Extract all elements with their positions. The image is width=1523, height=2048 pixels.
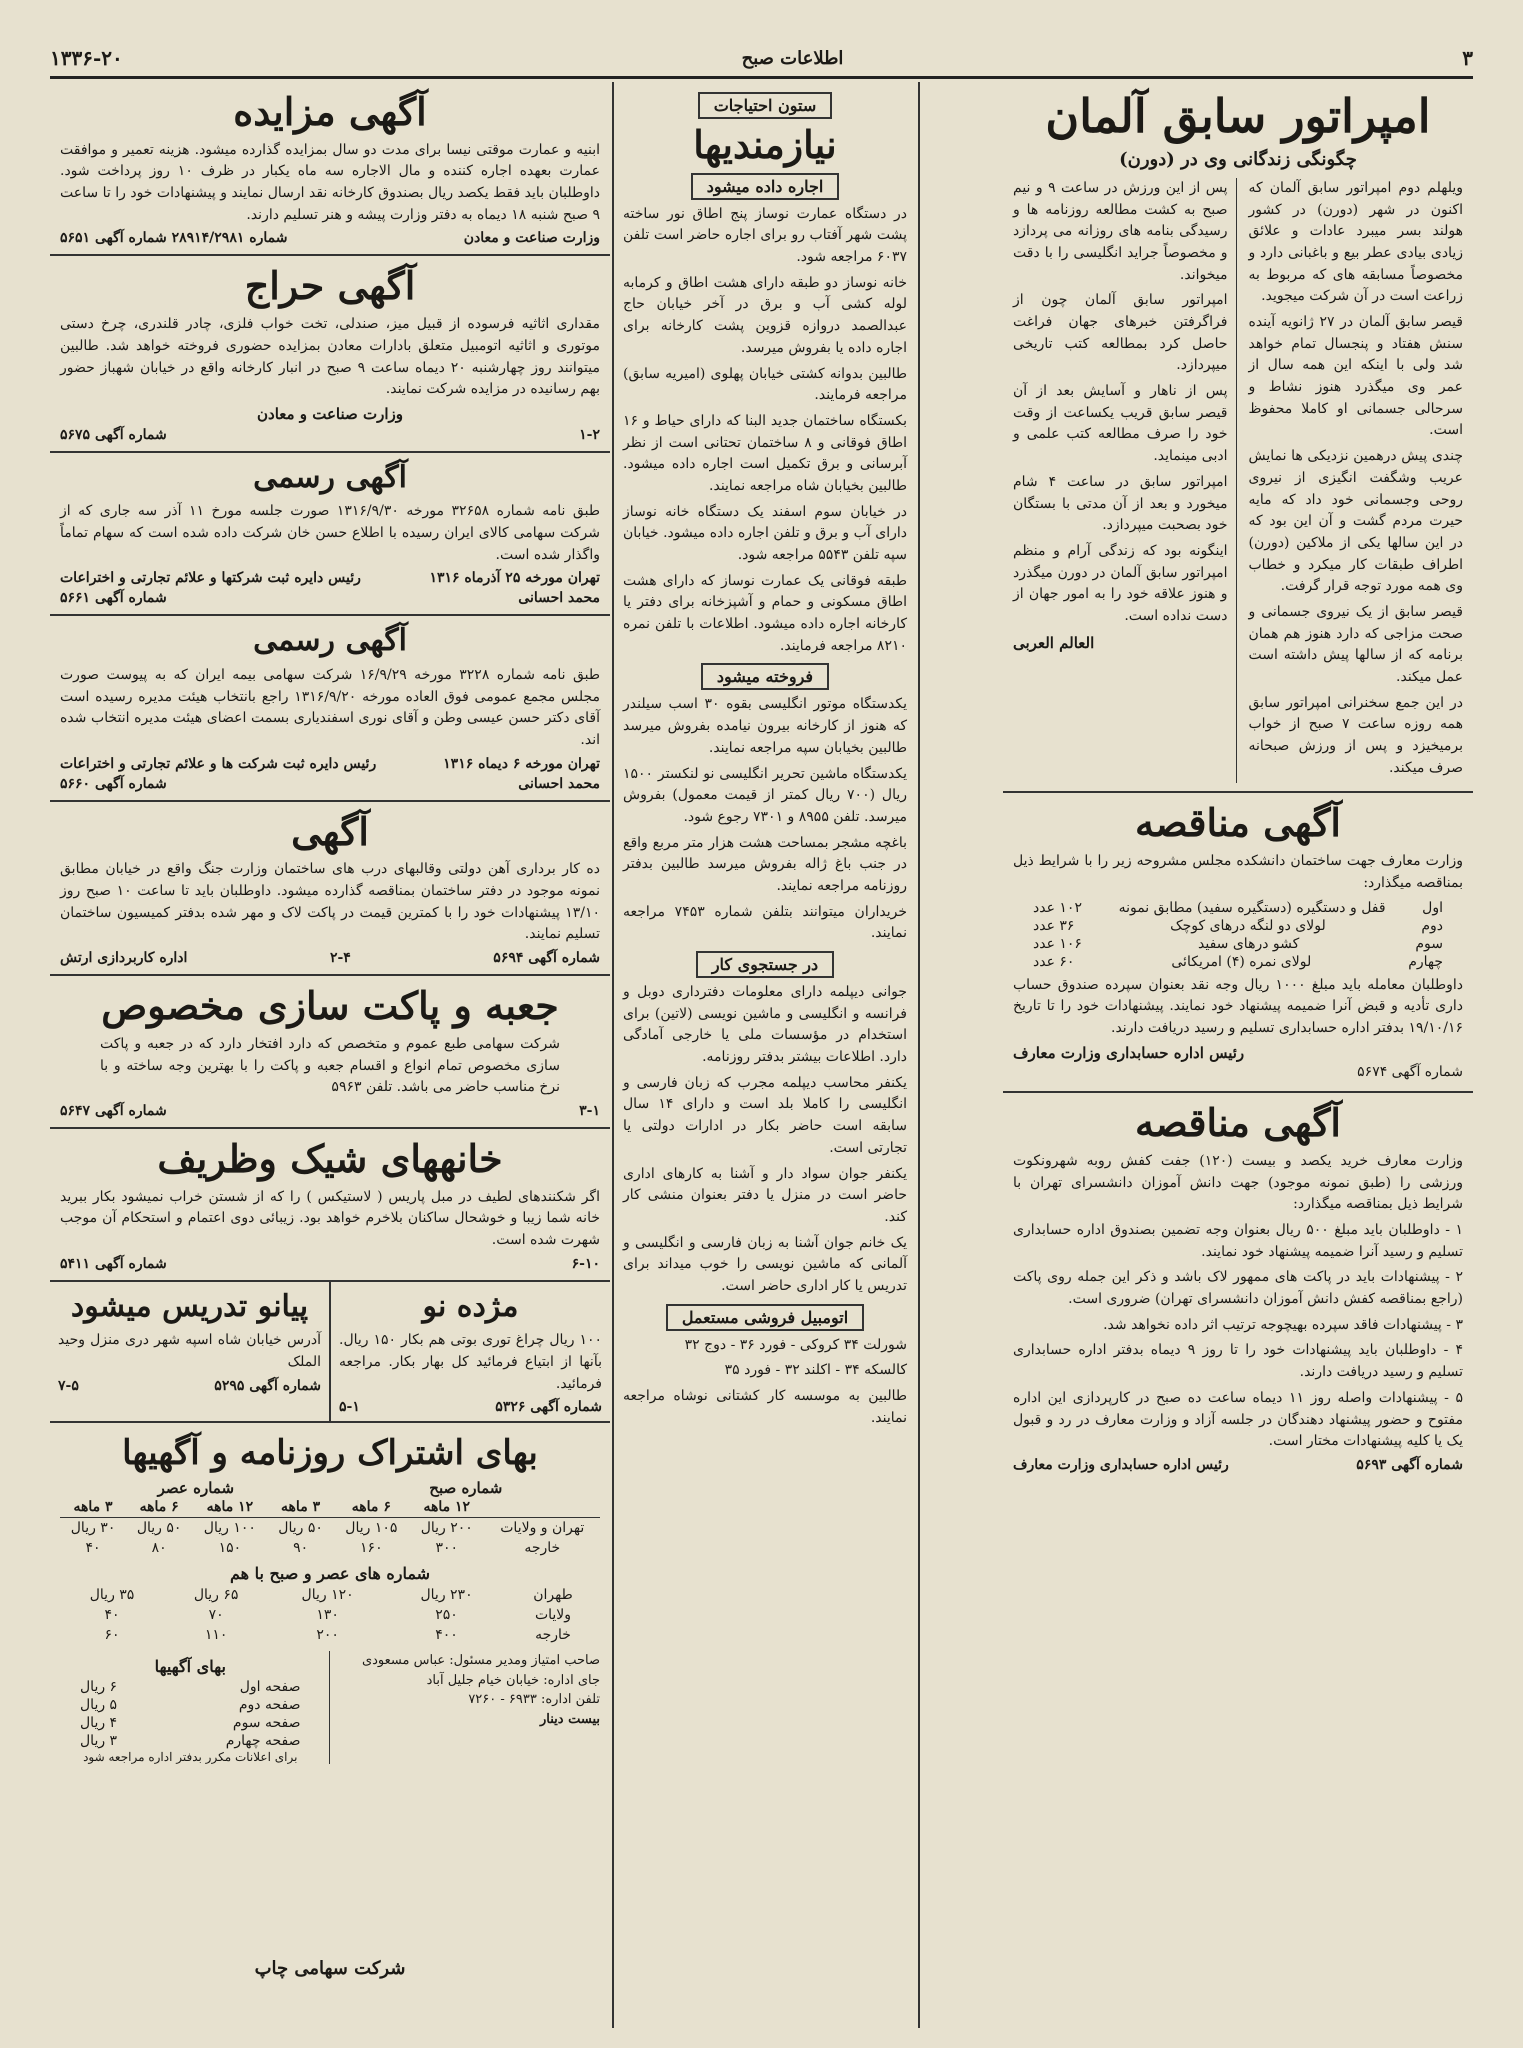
tender-ad-number: شماره آگهی ۵۶۹۳ <box>1356 1456 1463 1473</box>
harrag-ad-number: شماره آگهی ۵۶۷۵ <box>60 426 167 443</box>
rates-table-combined <box>60 1585 600 1645</box>
piano-ad-number: شماره آگهی ۵۲۹۵ <box>214 1377 321 1394</box>
section-label: ستون احتیاجات <box>698 92 833 119</box>
owner: صاحب امتیاز ومدیر مسئول: عباس مسعودی <box>361 1653 600 1669</box>
auction-title: آگهی مزایده <box>233 89 427 134</box>
article-paragraph: اینگونه بود که زندگی آرام و منظم امپراتور سابق آلمان در دورن میگذرد و هنوز علاقه خود را به امور جهان از دست نداده است. <box>1013 542 1228 624</box>
auction-signature: وزارت صناعت و معادن <box>463 230 600 247</box>
tender-title: آگهی مناقصه <box>1135 800 1341 846</box>
article-column-b <box>1013 178 1237 784</box>
list-item: صفحه سوم ۴ ریال <box>80 1715 301 1732</box>
masthead <box>50 40 1473 79</box>
list-item: اول قفل و دستگیره (دستگیره سفید) مطابق نمونه ۱۰۲ عدد <box>1033 899 1443 916</box>
auction-ad-number: شماره ۲۸۹۱۴/۲۹۸۱ شماره آگهی ۵۶۵۱ <box>60 230 288 247</box>
official-ad-date: تهران مورخه ۶ دیماه ۱۳۱۶ <box>443 755 600 772</box>
mojde-title: مژده نو <box>422 1288 519 1324</box>
official-ad-number: شماره آگهی ۵۶۶۰ <box>60 775 167 792</box>
list-item: سوم کشو درهای سفید ۱۰۶ عدد <box>1033 935 1443 952</box>
tender-body: وزارت معارف خرید یکصد و بیست (۱۲۰) جفت کفش روبه شهرونکوت ورزشی را (طبق نمونه موجود) جهت دانش آموزان دانشسرای تهران با شرایط ذیل بمناقصه میگذارد: ۱ - داوطلبان باید مبلغ ۵۰۰ ریال بعنوان وجه تضمین بصندوق اداره حسابداری تسلیم و رسید آنرا ضمیمه پیشنهاد خود نمایند. ۲ - پیشنهادات باید در پاکت های ممهور لاک باشد و ذکر این جمله روی پاکت (راجع بمناقصه کفش دانش آموزان دانشسرای تهران) ضروری است. ۳ - پیشنهادات فاقد سپرده بهیچوجه ترتیب اثر داده نخواهد شد. ۴ - داوطلبان باید پیشنهادات خود را تا روز ۹ دیماه بدفتر اداره حسابداری تسلیم و رسید دریافت دارند. ۵ - پیشنهادات واصله روز ۱۱ دیماه ساعت ده صبح در کارپردازی این اداره مفتوح و حضور پیشنهاد دهندگان در جلسه آزاد و وزارت معارف در رد و قبول یک یا کلیه پیشنهادات مختار است. <box>1013 1152 1463 1450</box>
tender-items <box>1013 899 1463 971</box>
notice-ad-number: شماره آگهی ۵۶۹۴ <box>493 950 600 967</box>
table-row: خارجه ۳۰۰ ۱۶۰ ۹۰ ۱۵۰ ۸۰ ۴۰ <box>85 1540 561 1557</box>
tender-title: آگهی مناقصه <box>1135 1100 1341 1146</box>
table-row: تهران و ولایات ۲۰۰ ریال ۱۰۵ ریال ۵۰ ریال ۱۰۰ ریال ۵۰ ریال ۳۰ ریال <box>70 1520 585 1537</box>
article-paragraph: امپراتور سابق در ساعت ۴ شام میخورد و بعد از آن مدتی با بستگان خود بصحبت میپردازد. <box>1013 473 1228 534</box>
article-paragraph: در این جمع سخنرانی امپراتور سابق همه روزه ساعت ۷ صبح از خواب برمیخیزد و پس از ورزش صبحانه صرف میکند. <box>1248 694 1463 776</box>
column-divider <box>918 82 920 2028</box>
subscription-rates <box>50 1423 610 1772</box>
rates-combined-label: شماره های عصر و صبح با هم <box>229 1564 431 1584</box>
houses-title: خانههای شیک وظریف <box>157 1135 503 1181</box>
notice-ad <box>50 802 610 976</box>
article-source: العالم العربی <box>1013 633 1095 652</box>
publisher-info <box>340 1651 601 1764</box>
piano-title: پیانو تدریس میشود <box>70 1288 309 1324</box>
official-ad-signature: محمد احسانی <box>518 775 600 792</box>
official-ad-title: آگهی رسمی <box>253 623 407 659</box>
mojde-ad <box>331 1282 610 1422</box>
official-ad-title: آگهی رسمی <box>253 459 407 495</box>
list-item: چهارم لولای نمره (۴) امریکائی ۶۰ عدد <box>1033 953 1443 970</box>
left-column <box>50 82 610 1772</box>
piano-ad <box>50 1282 331 1422</box>
packaging-ad-number: شماره آگهی ۵۶۴۷ <box>60 1102 167 1119</box>
piano-count: ۷-۵ <box>58 1377 79 1394</box>
ad-prices <box>60 1651 330 1764</box>
category-job-search: در جستجوی کار <box>696 951 834 978</box>
article-column-a <box>1249 178 1464 784</box>
mojde-count: ۵-۱ <box>339 1399 360 1416</box>
article-paragraph: قیصر سابق از یک نیروی جسمانی و صحت مزاجی که دارد هنوز هم همان برنامه که از سالها پیش داشته است عمل میکند. <box>1248 603 1463 686</box>
list-item: باغچه مشجر بمساحت هشت هزار متر مربع واقع در جنب باغ ژاله بفروش میرسد طالبین بدفتر روزنامه مراجعه نمایند. <box>623 834 907 894</box>
article-kaiser <box>1003 82 1473 793</box>
auction-ad <box>50 82 610 256</box>
printer-credit: شرکت سهامی چاپ <box>254 1958 406 1979</box>
packaging-body: شرکت سهامی طبع عموم و متخصص که دارد افتخار دارد که در جعبه و پاکت سازی مخصوص تمام انواع و اقسام جعبه و پاکت را با بهترین وجه ساخته و با نرخ مناسب حاضر می باشد. تلفن ۵۹۶۳ <box>100 1035 560 1096</box>
official-ad-office: رئیس دایره ثبت شرکت ها و علائم تجارتی و اختراعات <box>60 755 377 772</box>
official-ad-signature: محمد احسانی <box>518 590 600 607</box>
list-item: صفحه دوم ۵ ریال <box>80 1697 301 1714</box>
auction-body: ابنیه و عمارت موقتی نیسا برای مدت دو سال بمزایده گذارده میشود. هزینه تعمیر و موافقت عمارت بعهده اجاره کننده و مال الاجاره سه ماه یکبار در ظرف ۱۰ روز پرداخت شود. داوطلبان باید فقط یکصد ریال بصندوق کارخانه نقد ارسال نمایند و پیشنهادات خود را تا ساعت ۹ صبح شنبه ۱۸ دیماه به دفتر وزارت پیشه و هنر تسلیم دارند. <box>60 141 600 223</box>
list-item: یک خانم جوان آشنا به زبان فارسی و انگلیسی و آلمانی که ماشین نویسی را خوب میداند برای تدریس یا کار اداری حاضر است. <box>623 1234 907 1294</box>
harrag-signature: وزارت صناعت و معادن <box>257 404 403 423</box>
category-sale: فروخته میشود <box>701 663 829 690</box>
houses-ad <box>50 1129 610 1282</box>
notice-title: آگهی <box>291 808 369 854</box>
article-paragraph: پس از ناهار و آسایش بعد از آن قیصر سابق قریب یکساعت از وقت خود را صرف مطالعه کتب علمی و ادبی مینماید. <box>1013 383 1228 465</box>
office-address: جای اداره: خیابان خیام جلیل آباد <box>426 1672 600 1688</box>
tender-signature: رئیس اداره حسابداری وزارت معارف <box>1013 1456 1229 1473</box>
mojde-ad-number: شماره آگهی ۵۳۲۶ <box>495 1399 602 1416</box>
list-item: خریداران میتوانند بتلفن شماره ۷۴۵۳ مراجعه نمایند. <box>623 903 907 942</box>
article-paragraph: پس از این ورزش در ساعت ۹ و نیم صبح به کشت مطالعه روزنامه ها و رسیدگی بنامه های روزانه می پردازد و مخصوصاً جراید انگلیسی را با دقت میخواند. <box>1013 179 1228 283</box>
tender-ad-number: شماره آگهی ۵۶۷۴ <box>1357 1063 1463 1080</box>
article-paragraph: امپراتور سابق آلمان چون از فراگرفتن خبرهای جهان فراغت حاصل کرد بمطالعه کتب تاریخی میپردازد. <box>1013 292 1228 374</box>
harrag-body: مقداری اثاثیه فرسوده از قبیل میز، صندلی، تخت خواب فلزی، چادر قلندری، چرخ دستی موتوری و اثاثیه اتومبیل متعلق بادارات معادن بمزایده حضوری فروخته خواهد شد. طالبین میتوانند روز چهارشنبه ۲۰ دیماه ساعت ۹ صبح در انبار کارخانه واقع در خیابان شهباز حضور بهم رسانیده در مزایده شرکت نمایند. <box>60 316 600 398</box>
notice-signature: اداره کاربردازی ارتش <box>60 950 188 967</box>
table-row: طهران ۲۳۰ ریال ۱۲۰ ریال ۶۵ ریال ۳۵ ریال <box>89 1587 573 1604</box>
right-column <box>1003 82 1473 1481</box>
packaging-title: جعبه و پاکت سازی مخصوص <box>101 983 559 1029</box>
list-item: یکدستگاه ماشین تحریر انگلیسی نو لنکستر ۱۵۰۰ ریال (۷۰۰ ریال کمتر از قیمت معمول) بفروش میرسد. تلفن ۸۹۵۵ و ۷۳۰۱ رجوع شود. <box>623 765 907 825</box>
official-ad-date: تهران مورخه ۲۵ آذرماه ۱۳۱۶ <box>429 570 600 587</box>
packaging-count: ۳-۱ <box>579 1102 600 1119</box>
notice-body: ده کار برداری آهن دولتی وقالبهای درب های ساختمان وزارت جنگ واقع در خیابان مطابق نمونه موجود در دفتر ساختمان بمناقصه گذارده میشود. داوطلبان باید تا ساعت ۱۰ صبح روز ۱۳/۱۰ پیشنهادات خود را با کمترین قیمت در پاکت لاک و مهر شده بدفتر کمیسیون ساختمان تسلیم نمایند. <box>60 861 600 943</box>
newspaper-title: اطلاعات صبح <box>741 47 844 69</box>
list-item: یکدستگاه موتور انگلیسی بقوه ۳۰ اسب سیلندر که هنوز از کارخانه بیرون نیامده بفروش میرسد طالبین بخیابان سپه مراجعه نمایند. <box>623 696 907 756</box>
article-paragraph: قیصر سابق آلمان در ۲۷ ژانویه آینده سنش هفتاد و پنجسال تمام خواهد شد ولی با اینکه این همه سال از عمر وی میگذرد هنوز نشاط و سرحالی جسمانی او کاملا محفوظ است. <box>1248 314 1463 439</box>
rates-evening-label: شماره عصر <box>157 1479 235 1498</box>
article-subtitle: چگونگی زندگانی وی در (دورن) <box>1119 148 1357 170</box>
list-item: بکستگاه ساختمان جدید البنا که دارای حیاط و ۱۶ اطاق فوقانی و ۸ ساختمان تحتانی است از نظر آبرسانی و برق تکمیل است اجاره داده میشود. طالبین بخیابان شاه مراجعه نمایند. <box>623 412 907 494</box>
list-item: در دستگاه عمارت نوساز پنج اطاق نور ساخته پشت شهر آفتاب رو برای اجاره حاضر است تلفن ۶۰۳۷ مراجعه شود. <box>623 205 907 266</box>
rates-morning-label: شماره صبح <box>429 1479 503 1498</box>
official-ad-number: شماره آگهی ۵۶۶۱ <box>60 590 167 607</box>
tender-intro: وزارت معارف جهت ساختمان دانشکده مجلس مشروحه زیر را با شرایط ذیل بمناقصه میگذارد: <box>1013 853 1463 891</box>
houses-ad-number: شماره آگهی ۵۴۱۱ <box>60 1255 167 1272</box>
table-row: خارجه ۴۰۰ ۲۰۰ ۱۱۰ ۶۰ <box>104 1627 571 1644</box>
houses-body: اگر شکنندهای لطیف در مبل پاریس ( لاستیکس ) را که از شستن خراب نمیشود بکار ببرید خانه شما زیبا و خوشحال ساکنان بلاخرم خواهد بود. زیبائی دوی اعتمام و استحکام آن موجب شهرت شده است. <box>60 1188 600 1248</box>
rates-table: ۱۲ ماهه ۶ ماهه ۳ ماهه ۱۲ ماهه ۶ ماهه ۳ ماهه تهران و ولایات ۲۰۰ ریال ۱۰۵ ریال ۵۰ ریال ۱۰۰ ریال ۵۰ ریال ۳۰ ریال خارجه ۳۰۰ ۱۶۰ ۹۰ ۱۵۰ ۸۰ ۴۰ <box>60 1497 600 1558</box>
article-title: امپراتور سابق آلمان <box>1045 89 1431 143</box>
official-ad-1 <box>50 453 610 617</box>
list-item: کالسکه ۳۴ - اکلند ۳۲ - فورد ۳۵ <box>724 1362 907 1379</box>
classifieds <box>615 82 915 1437</box>
harrag-count: ۱-۲ <box>579 426 600 443</box>
tender-body: داوطلبان معامله باید مبلغ ۱۰۰۰ ریال وجه نقد بعنوان سپرده صندوق حساب داری تأدیه و قبض آنرا ضمیمه پیشنهاد خود نمایند. پیشنهادات خود را تا تاریخ ۱۹/۱۰/۱۶ بدفتر اداره حسابداری تسلیم و رسید دریافت دارند. <box>1013 976 1464 1036</box>
ad-prices-note: برای اعلانات مکرر بدفتر اداره مراجعه شود <box>83 1750 298 1765</box>
piano-body: آدرس خیابان شاه اسپه شهر دری منزل وحید الملک <box>58 1332 321 1370</box>
list-item: طالبین بدوانه کشتی خیابان پهلوی (امیریه سابق) مراجعه فرمایند. <box>623 365 907 404</box>
list-item: صفحه اول ۶ ریال <box>80 1679 301 1696</box>
list-item: صفحه چهارم ۳ ریال <box>80 1733 301 1750</box>
list-item: یکنفر محاسب دیپلمه مجرب که زبان فارسی و انگلیسی را کاملا بلد است و دارای ۱۴ سال سابقه است حاضر بکار در ادارات دولتی یا تجارتی است. <box>623 1074 907 1156</box>
list-item: یکنفر جوان سواد دار و آشنا به کارهای اداری حاضر است در منزل یا دفتر بعنوان منشی کار کند. <box>623 1165 907 1225</box>
category-used-cars: اتومبیل فروشی مستعمل <box>666 1304 864 1331</box>
list-item: جوانی دیپلمه دارای معلومات دفترداری دوبل و فرانسه و انگلیسی و ماشین نویسی (لاتین) برای استخدام در مؤسسات ملی یا خارجی آمادگی دارد. اطلاعات بیشتر بدفتر روزنامه. <box>623 984 907 1066</box>
article-paragraph: چندی پیش درهمین نزدیکی ها نمایش عریب وشگفت انگیزی از نیروی روحی وجسمانی خود داد که مایه حیرت مردم گشت و آن این بود که در این سالها یکی از ملاکین (دورن) اطراف طبقات کار میکرد و خطاب وی همه مورد توجه قرار گرفت. <box>1248 448 1463 595</box>
list-item: خانه نوساز دو طبقه دارای هشت اطاق و کرمابه لوله کشی آب و برق در آخر خیابان حاج عبدالصمد دروازه قزوین پشت کارخانه برای اجاره داده یا بفروش میرسد. <box>623 274 907 356</box>
harrag-title: آگهی حراج <box>244 263 416 309</box>
official-ad-body: طبق نامه شماره ۳۲۲۸ مورخه ۱۶/۹/۲۹ شرکت سهامی بیمه ایران که به پیوست صورت مجلس مجمع عمومی فوق العاده مورخه ۱۳۱۶/۹/۲۰ راجع بانتخاب هیئت مدیره رسیده است آقای دکتر حسن عیسی وطن و آقای نوری اسفندیاری بسمت اعضای هیئت مدیره انتخاب شده اند. <box>60 666 601 748</box>
mojde-body: ۱۰۰ ریال چراغ توری بوتی هم بکار ۱۵۰ ریال. بآنها از ابتیاع فرمائید کل بهار بکار. مراجعه فرمائید. <box>339 1332 603 1392</box>
classifieds-title: نیازمندیها <box>693 122 837 167</box>
official-ad-body: طبق نامه شماره ۳۲۶۵۸ مورخه ۱۳۱۶/۹/۳۰ صورت جلسه مورخ ۱۱ آذر سه جاری که از شرکت سهامی کالای ایران رسیده با اطلاع حسن خان شرکت داده شده است که سهام تماماً واگذار شده است. <box>60 503 600 563</box>
packaging-ad <box>50 976 610 1129</box>
harrag-ad <box>50 256 610 452</box>
table-row: ولایات ۲۵۰ ۱۳۰ ۷۰ ۴۰ <box>104 1607 572 1624</box>
official-ad-2 <box>50 616 610 801</box>
tender-ad-2 <box>1003 1093 1473 1481</box>
single-price: بیست دینار <box>540 1711 600 1727</box>
tender-signature: رئیس اداره حسابداری وزارت معارف <box>1013 1043 1245 1062</box>
list-item: دوم لولای دو لنگه درهای کوچک ۳۶ عدد <box>1033 917 1443 934</box>
rates-title: بهای اشتراک روزنامه و آگهیها <box>122 1433 538 1474</box>
list-item: شورلت ۳۴ کروکی - فورد ۳۶ - دوج ۳۲ <box>684 1336 907 1353</box>
notice-count: ۲-۴ <box>329 950 351 967</box>
official-ad-office: رئیس دایره ثبت شرکتها و علائم تجارتی و اختراعات <box>60 570 361 587</box>
page-number-right: ۳ <box>1462 46 1473 70</box>
list-item: طالبین به موسسه کار کشتانی نوشاه مراجعه نمایند. <box>623 1388 907 1426</box>
tender-ad-1 <box>1003 793 1473 1093</box>
small-ads-row <box>50 1282 610 1424</box>
column-divider <box>612 82 614 2028</box>
ad-prices-title: بهای آگهیها <box>154 1657 226 1677</box>
houses-count: ۶-۱۰ <box>571 1255 600 1272</box>
middle-column <box>615 82 915 1437</box>
office-phone: تلفن اداره: ۶۹۳۳ - ۷۲۶۰ <box>468 1692 600 1708</box>
page-number-left: ۱۳۳۶-۲۰ <box>50 46 123 70</box>
article-paragraph: ویلهلم دوم امپراتور سابق آلمان که اکنون در شهر (دورن) در کشور هولند بسر میبرد عادات و علائق زیادی بیادی عطر بیع و باغبانی دارد و مخصوصاً مسابقه های که مربوط به زراعت است در آن شرکت میجوید. <box>1248 179 1463 305</box>
category-rent: اجاره داده میشود <box>691 173 840 200</box>
list-item: طبقه فوقانی یک عمارت نوساز که دارای هشت اطاق مسکونی و حمام و آشپزخانه برای دفتر یا کارخانه اجاره داده میشود. اطلاعات با تلفن نمره ۸۲۱۰ مراجعه فرمایند. <box>623 572 907 654</box>
list-item: در خیابان سوم اسفند یک دستگاه خانه نوساز دارای آب و برق و تلفن اجاره داده میشود. خیابان سپه تلفن ۵۵۴۳ مراجعه شود. <box>623 503 907 563</box>
